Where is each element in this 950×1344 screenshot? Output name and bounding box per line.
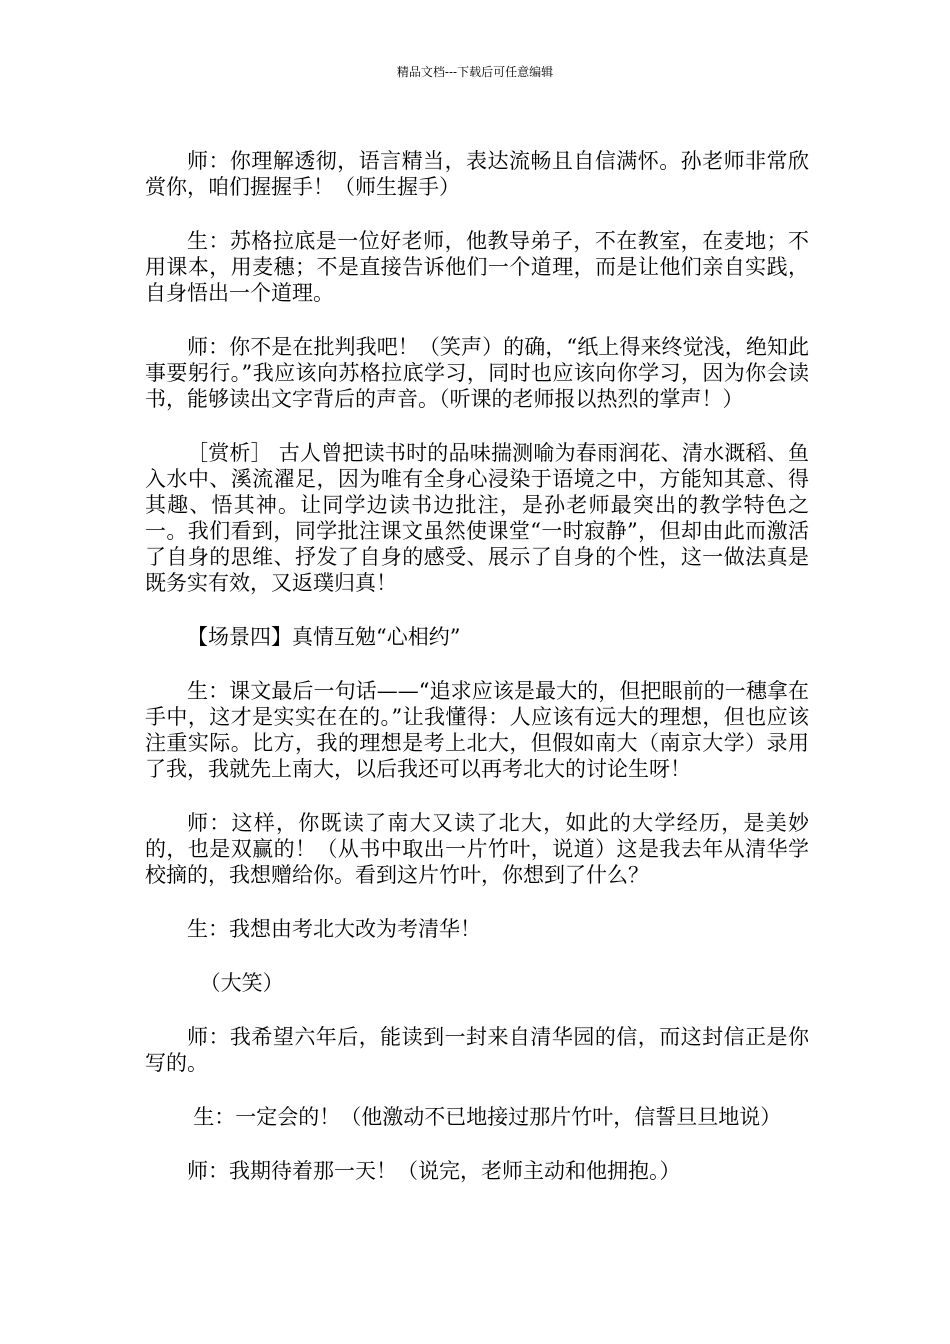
document-body [145, 148, 809, 1212]
paragraph-teacher-embrace: 师：我期待着那一天！（说完，老师主动和他拥抱。） [187, 1159, 681, 1183]
paragraph-teacher-praise: 师：你理解透彻，语言精当，表达流畅且自信满怀。孙老师非常欣赏你，咱们握握手！（师生握手） [145, 149, 809, 199]
section-heading-scene-four: 【场景四】真情互勉“心相约” [187, 625, 461, 649]
paragraph-teacher-bamboo-leaf: 师：这样，你既读了南大又读了北大，如此的大学经历，是美妙的，也是双赢的！（从书中取出一片竹叶，说道）这是我去年从清华学校摘的，我想赠给你。看到这片竹叶，你想到了什么？ [145, 811, 809, 887]
paragraph-appreciation: ［赏析］ 古人曾把读书时的品味揣测喻为春雨润花、清水溉稻、鱼入水中、溪流濯足，因为唯有全身心浸染于语境之中，方能知其意、得其趣、悟其神。让同学边读书边批注，是孙老师最突出的教学特色之一。我们看到，同学批注课文虽然使课堂“一时寂静”，但却由此而激活了自身的思维、抒发了自身的感受、展示了自身的个性，这一做法真是既务实有效，又返璞归真！ [145, 441, 809, 595]
paragraph-student-promise: 生：一定会的！（他激动不已地接过那片竹叶，信誓旦旦地说） [193, 1105, 782, 1129]
paragraph-teacher-hope: 师：我希望六年后，能读到一封来自清华园的信，而这封信正是你写的。 [145, 1025, 809, 1075]
paragraph-teacher-reply: 师：你不是在批判我吧！（笑声）的确，“纸上得来终觉浅，绝知此事要躬行。”我应该向苏格拉底学习，同时也应该向你学习，因为你会读书，能够读出文字背后的声音。（听课的老师报以热烈的掌声！） [145, 335, 809, 411]
paragraph-student-tsinghua: 生：我想由考北大改为考清华！ [187, 917, 481, 941]
paragraph-student-socrates: 生：苏格拉底是一位好老师，他教导弟子，不在教室，在麦地；不用课本，用麦穗；不是直接告诉他们一个道理，而是让他们亲自实践，自身悟出一个道理。 [145, 229, 809, 305]
paragraph-laughter: （大笑） [199, 971, 284, 995]
page-header: 精品文档---下载后可任意编辑 [396, 65, 554, 79]
paragraph-student-ideal: 生：课文最后一句话——“追求应该是最大的，但把眼前的一穗拿在手中，这才是实实在在的。”让我懂得：人应该有远大的理想，但也应该注重实际。比方，我的理想是考上北大，但假如南大（南京大学）录用了我，我就先上南大，以后我还可以再考北大的讨论生呀！ [145, 679, 809, 781]
